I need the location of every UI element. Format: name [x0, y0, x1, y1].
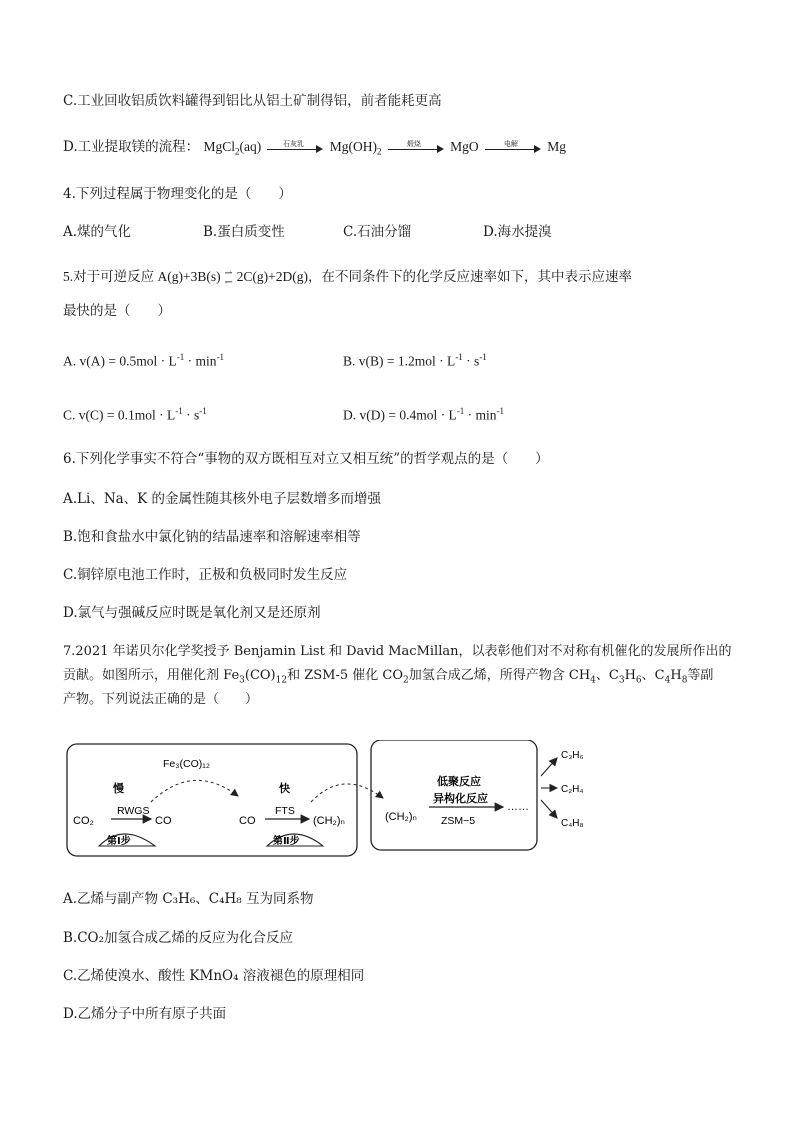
equilibrium-arrow-icon: ⇀ ↽ — [224, 267, 233, 288]
reaction-arrow-3: 电解 — [485, 141, 541, 155]
ch2n-label: (CH₂)ₙ — [313, 815, 345, 827]
q5-stem-line2: 最快的是（ ） — [63, 303, 171, 319]
q6-option-d: D.氯气与强碱反应时既是氧化剂又是还原剂 — [63, 605, 321, 621]
q7-option-d: D.乙烯分子中所有原子共面 — [63, 1006, 227, 1022]
catalyst-label: Fe₃(CO)₁₂ — [163, 758, 210, 770]
product-c2h4: C₂H₄ — [561, 784, 584, 795]
q4-option-c: C.石油分馏 — [343, 224, 412, 240]
option-d-line — [63, 138, 566, 161]
fast-label: 快 — [279, 783, 290, 795]
reaction-diagram — [63, 740, 703, 866]
formula-mgcl2: MgCl$_2$(aq) — [203, 139, 262, 157]
step2-label: 第Ⅱ步 — [273, 836, 300, 847]
reaction-arrow-1: 石灰乳 — [267, 141, 323, 155]
q7-stem-line2: 贡献。如图所示，用催化剂 $Fe_3(CO)_{12}$和 ZSM-5 催化 $CO_2$加氢合成乙烯，所得产物含 $CH_4$、$C_3H_6$、$C_4H_8$等副 — [63, 668, 714, 686]
q4-option-b: B.蛋白质变性 — [203, 224, 285, 240]
q4-option-a: A.煤的气化 — [63, 224, 132, 240]
q5-option-b: B. $v(B) = 1.2mol \cdot L^{-1} \cdot s^{-1}$ — [343, 352, 487, 369]
q6-option-a: A.Li、Na、K 的金属性随其核外电子层数增多而增强 — [63, 491, 382, 507]
fts-label: FTS — [275, 805, 295, 817]
transfer-dashed-arrow — [311, 784, 383, 802]
q5-option-d: D. $v(D) = 0.4mol \cdot L^{-1} \cdot \min^{-1}$ — [343, 406, 504, 423]
catalyst-dashed-arrow — [151, 780, 238, 802]
oligo-label: 低聚反应 — [437, 776, 481, 788]
ch2n-label-2: (CH₂)ₙ — [385, 811, 417, 823]
q6-option-c: C.铜锌原电池工作时，正极和负极同时发生反应 — [63, 567, 348, 583]
q5-option-c: C. $v(C) = 0.1mol \cdot L^{-1} \cdot s^{-1}$ — [63, 406, 207, 423]
formula-mg: Mg — [547, 139, 566, 154]
q7-stem-line3: 产物。下列说法正确的是（ ） — [63, 692, 259, 707]
step1-label: 第Ⅰ步 — [107, 836, 131, 847]
co-label-2: CO — [239, 815, 256, 827]
option-d-prefix: D.工业提取镁的流程： — [63, 139, 200, 155]
q7-option-a: A.乙烯与副产物 C₃H₆、C₄H₈ 互为同系物 — [63, 891, 314, 907]
slow-label: 慢 — [113, 783, 124, 795]
dots-label: …… — [507, 801, 529, 813]
formula-mgoh2: $Mg(OH)_2$ — [329, 139, 382, 157]
co2-label: CO₂ — [73, 815, 94, 827]
product-arrow-c3h6 — [541, 758, 557, 776]
rwgs-label: RWGS — [117, 805, 150, 817]
q6-option-b: B.饱和食盐水中氯化钠的结晶速率和溶解速率相等 — [63, 529, 361, 545]
q7-option-b: B.CO₂加氢合成乙烯的反应为化合反应 — [63, 930, 294, 946]
product-c4h8: C₄H₈ — [561, 818, 584, 829]
q4-stem: 4.下列过程属于物理变化的是（ ） — [63, 186, 292, 202]
q4-option-d: D.海水提溴 — [483, 224, 552, 240]
isomer-label: 异构化反应 — [433, 793, 488, 805]
option-c-line: C.工业回收铝质饮料罐得到铝比从铝土矿制得铝，前者能耗更高 — [63, 93, 442, 109]
q5-stem: 5.对于可逆反应 A(g)+3B(s) ⇀ ↽ 2C(g)+2D(g)，在不同条件下的化学反应速率如下，其中表示应速率 — [63, 267, 632, 288]
zsm-label: ZSM−5 — [441, 815, 476, 827]
q7-stem-line1: 7.2021 年诺贝尔化学奖授予 Benjamin List 和 David MacMillan，以表彰他们对不对称有机催化的发展所作出的 — [63, 644, 732, 659]
product-c3h6: C₃H₆ — [561, 750, 584, 761]
product-arrow-c4h8 — [541, 800, 557, 818]
co-label: CO — [155, 815, 172, 827]
formula-mgo: MgO — [450, 139, 479, 154]
q7-option-c: C.乙烯使溴水、酸性 KMnO₄ 溶液褪色的原理相同 — [63, 968, 365, 984]
q5-option-a: A. $v(A) = 0.5mol \cdot L^{-1} \cdot \min^{-1}$ — [63, 352, 224, 369]
reaction-arrow-2: 煅烧 — [388, 141, 444, 155]
q6-stem: 6.下列化学事实不符合“事物的双方既相互对立又相互统”的哲学观点的是（ ） — [63, 451, 549, 467]
